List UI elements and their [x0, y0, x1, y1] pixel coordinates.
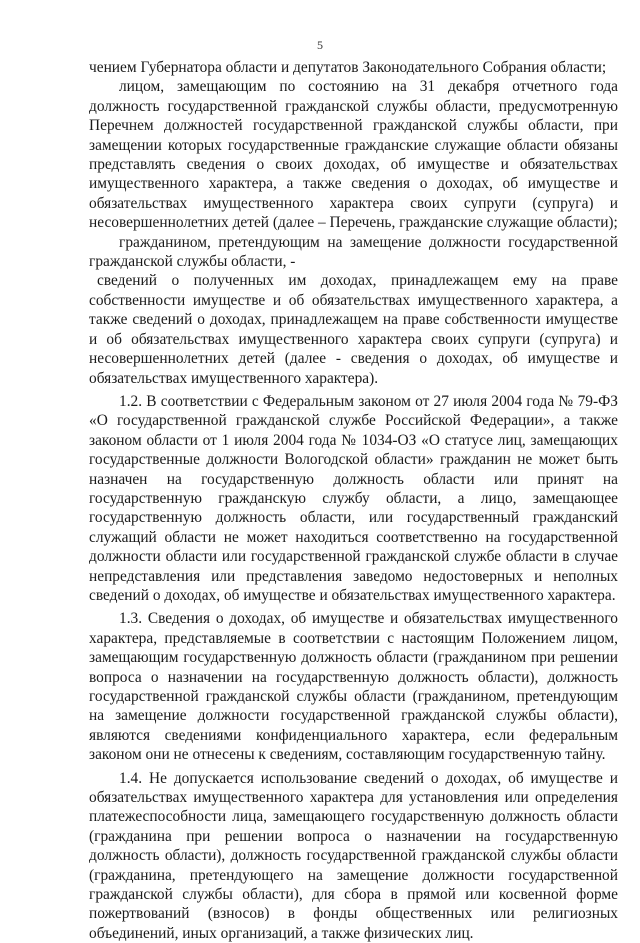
page-number: 5: [317, 38, 323, 52]
paragraph-continuation: чением Губернатора области и депутатов Законодательного Собрания области;: [89, 59, 607, 76]
document-body: [89, 58, 618, 943]
paragraph-information: сведений о полученных им доходах, принадлежащем ему на праве собственности имуществе и об обязательствах имущественного характера, а также сведений о доходах, принадлежащем на праве собственности имуществе и об обязательствах имущественного характера своих супруги (супруга) и несовершеннолетних детей (далее - сведения о доходах, об имуществе и обязательствах имущественного характера).: [89, 272, 618, 387]
paragraph-1-3: 1.3. Сведения о доходах, об имуществе и обязательствах имущественного характера, представляемые в соответствии с настоящим Положением лицом, замещающим государственную должность области (гражданином при решении вопроса о назначении на государственную должность области), должность государственной гражданской службы области (гражданином, претендующим на замещение должности государственной гражданской службы области), являются сведениями конфиденциального характера, если федеральным законом они не отнесены к сведениям, составляющим государственную тайну.: [89, 610, 618, 764]
paragraph-1-4: 1.4. Не допускается использование сведений о доходах, об имуществе и обязательствах имущественного характера для установления или определения платежеспособности лица, замещающего государственную должность области (гражданина при решении вопроса о назначении на государственную должность области), должность государственной гражданской службы области (гражданина, претендующего на замещение должности государственной гражданской службы области), для сбора в прямой или косвенной форме пожертвований (взносов) в фонды общественных или религиозных объединений, иных организаций, а также физических лиц.: [89, 769, 618, 942]
paragraph-1-2: 1.2. В соответствии с Федеральным законом от 27 июля 2004 года № 79-ФЗ «О государственной гражданской службе Российской Федерации», а также законом области от 1 июля 2004 года № 1034-ОЗ «О статусе лиц, замещающих государственные должности Вологодской области» гражданин не может быть назначен на государственную должность области или принят на государственную гражданскую службу области, а лицо, замещающее государственную должность области, или государственный гражданский служащий области не может находиться соответственно на государственной должности области или государственной гражданской службе области в случае непредставления или представления заведомо недостоверных и неполных сведений о доходах, об имуществе и обязательствах имущественного характера.: [89, 392, 618, 604]
paragraph-candidate: гражданином, претендующим на замещение должности государственной гражданской службы области, -: [89, 233, 618, 271]
paragraph-civil-servant: лицом, замещающим по состоянию на 31 декабря отчетного года должность государственной гражданской службы области, предусмотренную Перечнем должностей государственной гражданской службы области, при замещении которых государственные гражданские служащие области обязаны представлять сведения о своих доходах, об имуществе и обязательствах имущественного характера, а также сведения о доходах, об имуществе и обязательствах имущественного характера своих супруги (супруга) и несовершеннолетних детей (далее – Перечень, гражданские служащие области);: [89, 78, 618, 232]
